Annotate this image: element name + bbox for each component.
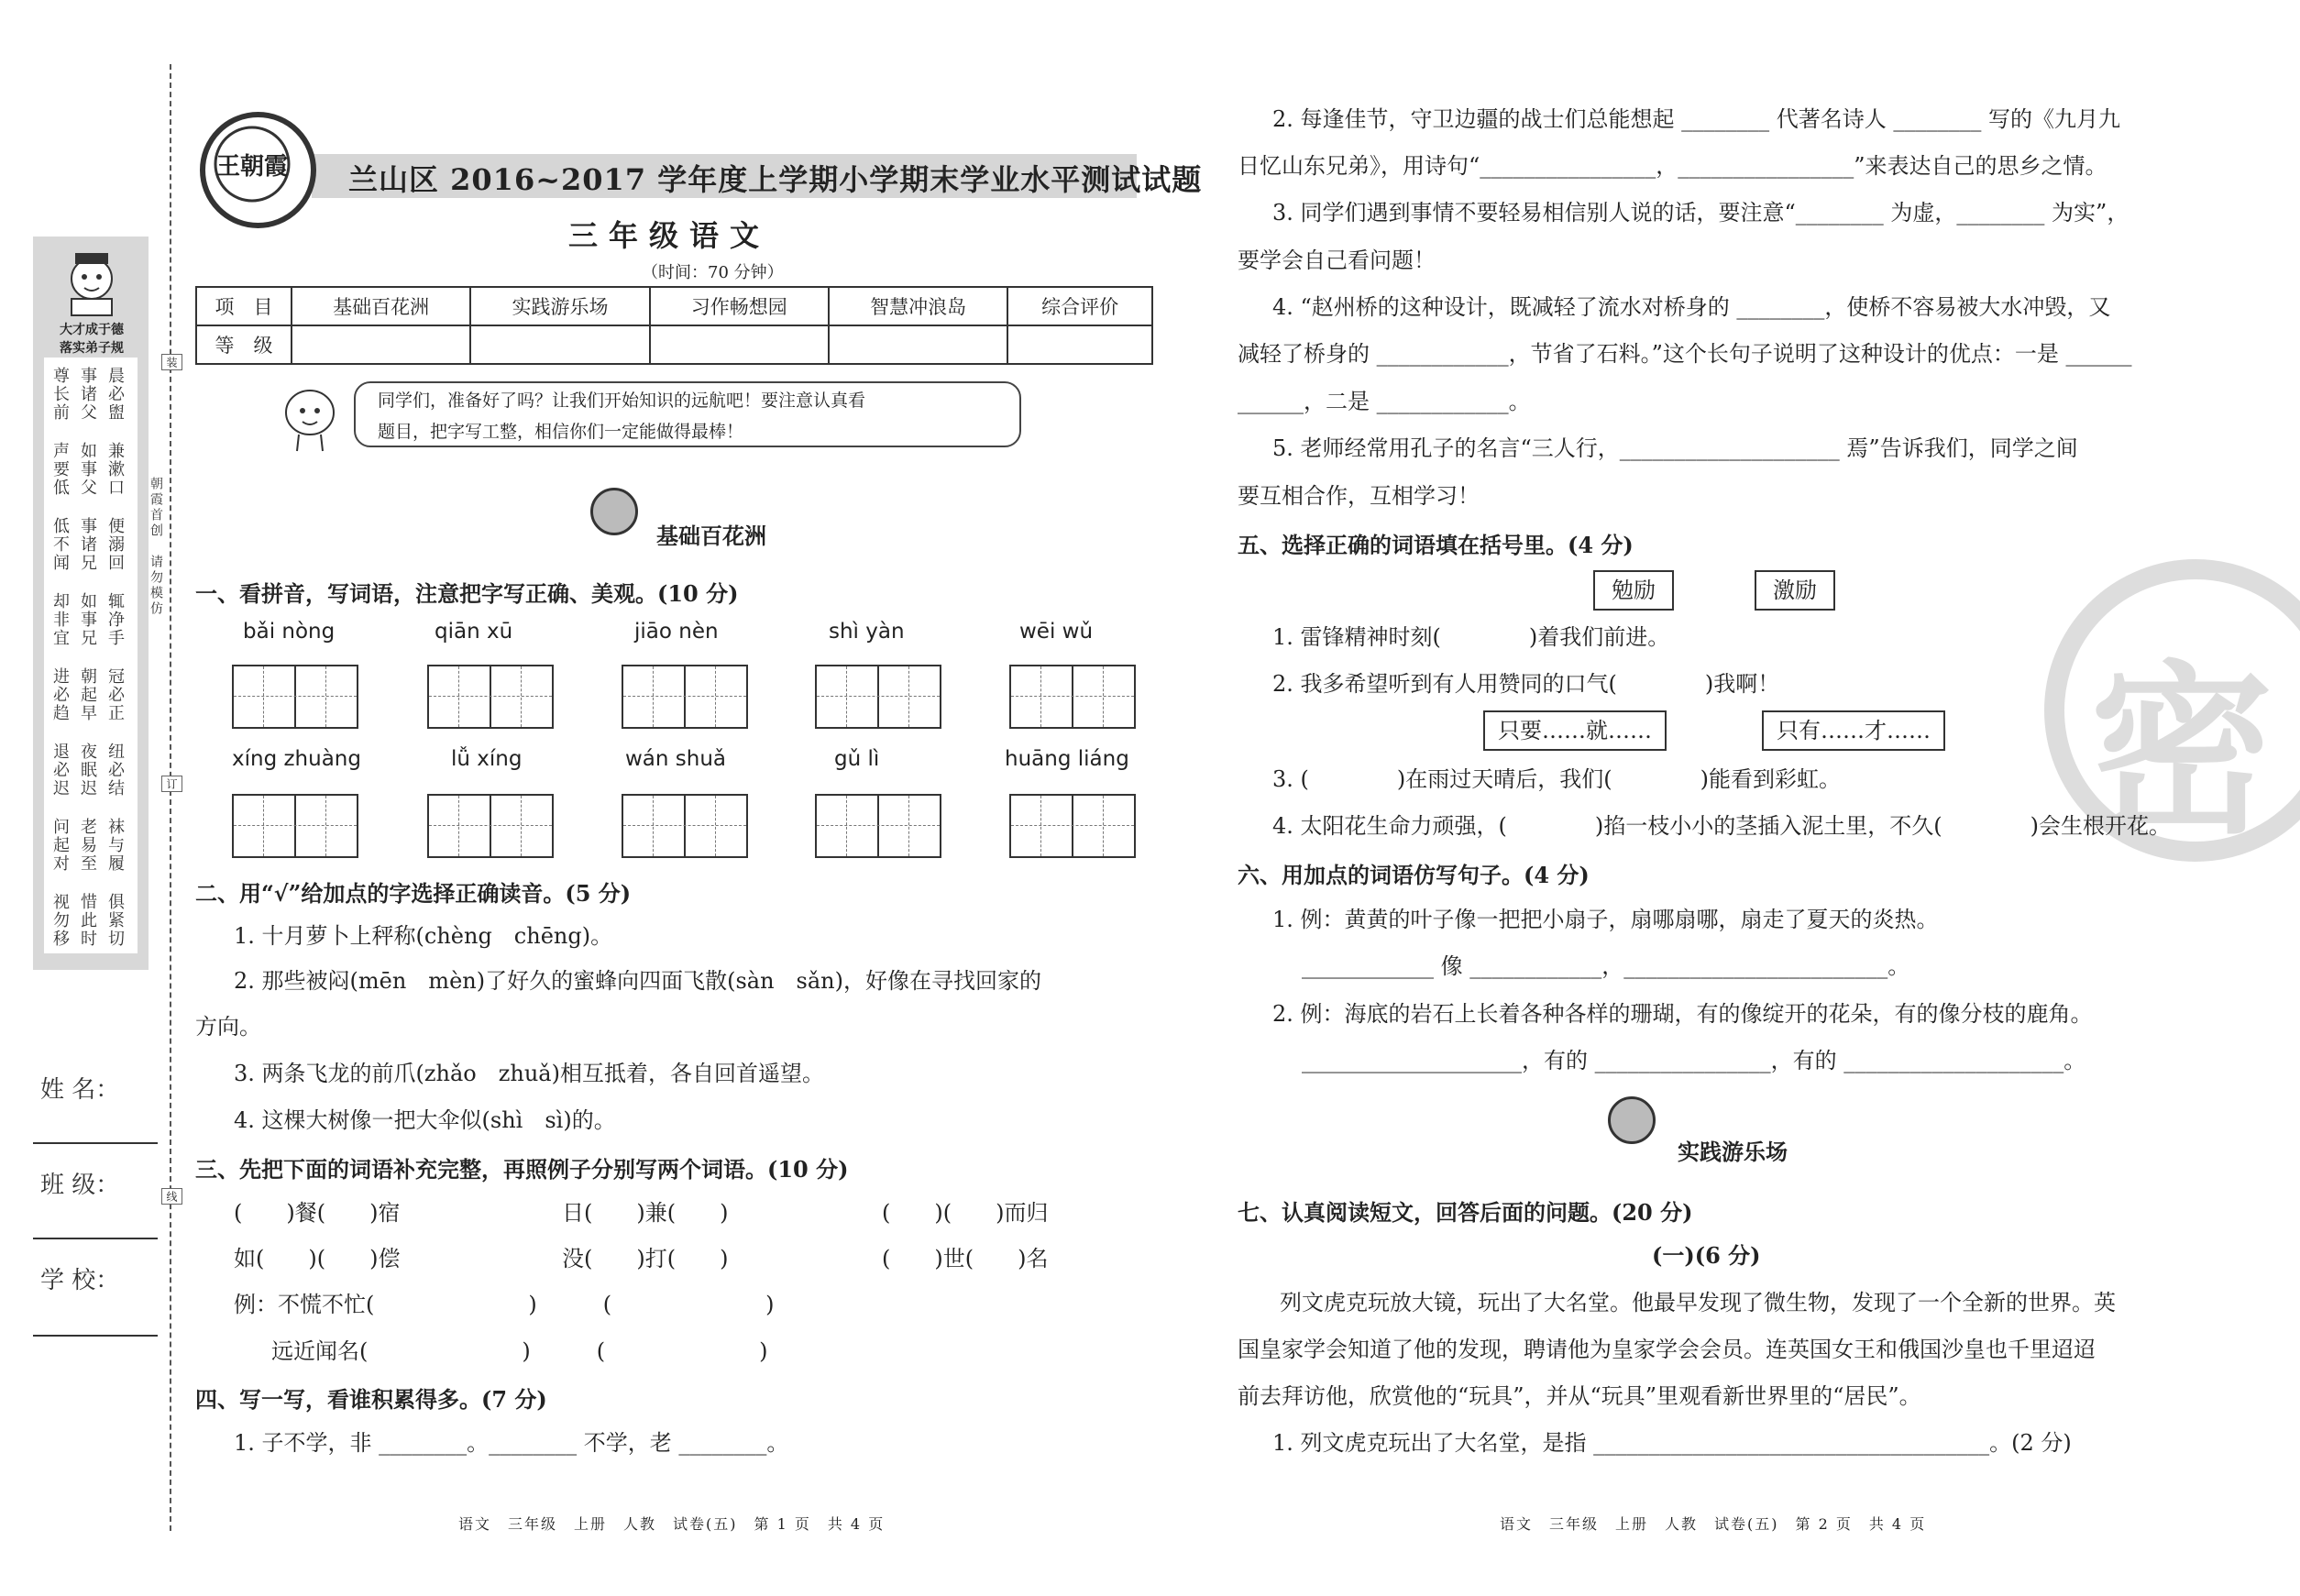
writing-grid[interactable] <box>1009 794 1136 858</box>
passage-line: 前去拜访他，欣赏他的“玩具”，并从“玩具”里观看新世界里的“居民”。 <box>1238 1383 1921 1409</box>
question-item[interactable]: 日忆山东兄弟》，用诗句“________________，________________”来表达自己的思乡之情。 <box>1238 153 2107 179</box>
grade-cell[interactable] <box>1007 325 1152 364</box>
passage-line: 列文虎克玩放大镜，玩出了大名堂。他最早发现了微生物，发现了一个全新的世界。英 <box>1280 1290 2116 1315</box>
word-option-box: 只有……才…… <box>1762 710 1945 751</box>
question-item: 2. 例：海底的岩石上长着各种各样的珊瑚，有的像绽开的花朵，有的像分枝的鹿角。 <box>1272 1001 2093 1027</box>
score-header-cell: 综合评价 <box>1007 287 1152 325</box>
motto-col: 兼漱口 <box>105 442 125 497</box>
pinyin-label: jiāo nèn <box>634 620 719 644</box>
question-2-title: 二、用“√”给加点的字选择正确读音。(5 分) <box>195 880 632 907</box>
pinyin-label: xíng zhuàng <box>232 747 361 771</box>
motto-col: 尊长前 <box>50 367 70 422</box>
svg-text:王朝霞: 王朝霞 <box>215 153 289 181</box>
question-item[interactable]: 1. 列文虎克玩出了大名堂，是指 ____________________________________。(2 分) <box>1272 1430 2072 1456</box>
motto-col: 声要低 <box>50 442 70 497</box>
question-item[interactable]: 4. “赵州桥的这种设计，既减轻了流水对桥身的 ________，使桥不容易被大水冲毁，又 <box>1272 294 2111 320</box>
speech-bubble: 同学们，准备好了吗？让我们开始知识的远航吧！要注意认真看 题目，把字写工整，相信你们一定能做得最棒！ <box>354 381 1021 447</box>
exam-title: 兰山区 2016~2017 学年度上学期小学期末学业水平测试试题 <box>348 162 1203 197</box>
question-4-title: 四、写一写，看谁积累得多。(7 分) <box>195 1386 547 1413</box>
idiom-fill[interactable]: 没( )打( ) <box>562 1246 729 1271</box>
question-5-title: 五、选择正确的词语填在括号里。(4 分) <box>1238 532 1634 558</box>
subsection-title: (一)(6 分) <box>1652 1242 1761 1269</box>
idiom-fill[interactable]: ( )( )而归 <box>882 1200 1049 1226</box>
name-field[interactable] <box>33 1142 158 1144</box>
school-field[interactable] <box>33 1335 158 1337</box>
binding-tag: 订 <box>161 776 182 792</box>
binding-tag: 线 <box>161 1188 182 1205</box>
flower-icon <box>1608 1096 1656 1144</box>
class-field[interactable] <box>33 1238 158 1239</box>
motto-col: 如事父 <box>78 442 97 497</box>
score-header-cell: 实践游乐场 <box>470 287 649 325</box>
grade-cell[interactable] <box>650 325 829 364</box>
motto-col: 老易至 <box>78 818 97 873</box>
motto-col: 事诸兄 <box>78 517 97 572</box>
idiom-fill[interactable]: ( )餐( )宿 <box>234 1200 401 1226</box>
writing-grid[interactable] <box>622 665 748 729</box>
pinyin-label: qiān xū <box>435 620 513 644</box>
idiom-fill[interactable]: 如( )( )偿 <box>234 1246 401 1271</box>
motto-col: 袜与履 <box>105 818 125 873</box>
question-item[interactable]: 4. 太阳花生命力顽强，( )掐一枝小小的茎插入泥土里，不久( )会生根开花。 <box>1272 813 2171 839</box>
motto-col: 退必迟 <box>50 743 70 798</box>
word-option-box: 勉励 <box>1593 570 1674 611</box>
question-item: 要学会自己看问题！ <box>1238 248 1436 273</box>
score-header-cell: 智慧冲浪岛 <box>829 287 1007 325</box>
idiom-example[interactable]: 例：不慌不忙( ) ( ) <box>234 1292 775 1317</box>
motto-col: 夜眠迟 <box>78 743 97 798</box>
writing-grid[interactable] <box>427 794 554 858</box>
pinyin-label: bǎi nòng <box>243 620 336 644</box>
section-title: 基础百花洲 <box>656 523 766 549</box>
section-title: 实践游乐场 <box>1678 1139 1788 1165</box>
motto-col: 晨必盥 <box>105 367 125 422</box>
motto-col: 冠必正 <box>105 667 125 722</box>
grade-cell[interactable] <box>292 325 470 364</box>
idiom-fill[interactable]: ( )世( )名 <box>882 1246 1049 1271</box>
question-7-title: 七、认真阅读短文，回答后面的问题。(20 分) <box>1238 1199 1693 1226</box>
motto-col: 视勿移 <box>50 893 70 948</box>
writing-grid[interactable] <box>622 794 748 858</box>
question-item[interactable]: 减轻了桥身的 ____________，节省了石料。”这个长句子说明了这种设计的优点：一是 ______ <box>1238 341 2132 367</box>
grade-label-cell: 等 级 <box>196 325 292 364</box>
confidential-stamp-text: 密 <box>2090 644 2274 859</box>
motto-col: 便溺回 <box>105 517 125 572</box>
motto-columns <box>50 367 134 953</box>
cartoon-boy-icon <box>55 246 128 317</box>
writing-grid[interactable] <box>232 665 358 729</box>
motto-col: 纽必结 <box>105 743 125 798</box>
question-item[interactable]: 3. ( )在雨过天晴后，我们( )能看到彩虹。 <box>1272 766 1841 792</box>
writing-grid[interactable] <box>815 794 941 858</box>
page-footer: 语文 三年级 上册 人教 试卷(五) 第 1 页 共 4 页 <box>458 1515 886 1533</box>
answer-line[interactable]: ____________________，有的 ________________，有的 ____________________。 <box>1302 1048 2086 1073</box>
motto-heading: 大才成于德 落实弟子规 <box>60 323 124 356</box>
question-item[interactable]: ______，二是 ____________。 <box>1238 389 1531 414</box>
question-3-title: 三、先把下面的词语补充完整，再照例子分别写两个词语。(10 分) <box>195 1156 849 1183</box>
page-footer: 语文 三年级 上册 人教 试卷(五) 第 2 页 共 4 页 <box>1500 1515 1927 1533</box>
motto-col: 进必趋 <box>50 667 70 722</box>
answer-line[interactable]: ____________ 像 ____________，________________________。 <box>1302 953 1910 979</box>
motto-col: 惜此时 <box>78 893 97 948</box>
motto-col: 如事兄 <box>78 592 97 647</box>
idiom-example[interactable]: 远近闻名( ) ( ) <box>271 1338 768 1364</box>
binding-tag: 装 <box>161 354 182 370</box>
question-item[interactable]: 2. 我多希望听到有人用赞同的口气( )我啊！ <box>1272 671 1780 697</box>
question-1-title: 一、看拼音，写词语，注意把字写正确、美观。(10 分) <box>195 580 739 607</box>
pinyin-label: huāng liáng <box>1005 747 1129 771</box>
question-item: 方向。 <box>195 1014 261 1040</box>
passage-line: 国皇家学会知道了他的发现，聘请他为皇家学会会员。连英国女王和俄国沙皇也千里迢迢 <box>1238 1337 2096 1362</box>
pinyin-label: lǚ xíng <box>451 747 523 771</box>
motto-col: 却非宜 <box>50 592 70 647</box>
question-item[interactable]: 1. 子不学，非 ________。________ 不学，老 ________。 <box>234 1430 789 1456</box>
motto-col: 辄净手 <box>105 592 125 647</box>
idiom-fill[interactable]: 日( )兼( ) <box>562 1200 729 1226</box>
question-item: 4. 这棵大树像一把大伞似(shì sì)的。 <box>234 1107 616 1133</box>
school-label: 学 校： <box>40 1267 120 1294</box>
binding-dashed-line <box>170 64 171 1531</box>
subject-title: 三年级语文 <box>568 218 771 253</box>
grade-cell[interactable] <box>829 325 1007 364</box>
question-item[interactable]: 3. 同学们遇到事情不要轻易相信别人说的话，要注意“________ 为虚，________ 为实”， <box>1272 200 2129 226</box>
name-label: 姓 名： <box>40 1076 120 1104</box>
question-item[interactable]: 2. 每逢佳节，守卫边疆的战士们总能想起 ________ 代著名诗人 ________ 写的《九月九 <box>1272 106 2121 132</box>
exam-time: （时间：70 分钟） <box>642 263 784 282</box>
writing-grid[interactable] <box>427 665 554 729</box>
brand-logo <box>200 112 316 228</box>
score-header-cell: 项 目 <box>196 287 292 325</box>
word-option-box: 只要……就…… <box>1483 710 1667 751</box>
score-header-cell: 基础百花洲 <box>292 287 470 325</box>
question-item: 1. 十月萝卜上秤称(chèng chēng)。 <box>234 923 613 949</box>
grade-cell[interactable] <box>470 325 649 364</box>
motto-col: 俱紧切 <box>105 893 125 948</box>
question-item: 要互相合作，互相学习！ <box>1238 483 1480 509</box>
pinyin-label: wán shuǎ <box>625 747 727 771</box>
pinyin-label: gǔ lì <box>834 747 880 771</box>
question-item: 2. 那些被闷(mēn mèn)了好久的蜜蜂向四面飞散(sàn sǎn)，好像在寻找回家的 <box>234 968 1041 994</box>
cartoon-sheep-icon <box>271 378 348 455</box>
question-item: 3. 两条飞龙的前爪(zhǎo zhuǎ)相互抵着，各自回首遥望。 <box>234 1061 824 1086</box>
writing-grid[interactable] <box>1009 665 1136 729</box>
question-item: 1. 例：黄黄的叶子像一把把小扇子，扇哪扇哪，扇走了夏天的炎热。 <box>1272 907 1939 932</box>
question-item[interactable]: 5. 老师经常用孔子的名言“三人行，____________________ 焉”告诉我们，同学之间 <box>1272 435 2078 461</box>
question-6-title: 六、用加点的词语仿写句子。(4 分) <box>1238 862 1590 888</box>
motto-col: 低不闻 <box>50 517 70 572</box>
pinyin-label: wēi wǔ <box>1019 620 1094 644</box>
writing-grid[interactable] <box>815 665 941 729</box>
score-table <box>195 286 1153 365</box>
pinyin-label: shì yàn <box>829 620 905 644</box>
motto-col: 问起对 <box>50 818 70 873</box>
question-item[interactable]: 1. 雷锋精神时刻( )着我们前进。 <box>1272 624 1670 650</box>
flower-icon <box>590 488 638 535</box>
score-header-cell: 习作畅想园 <box>650 287 829 325</box>
motto-col: 朝起早 <box>78 667 97 722</box>
writing-grid[interactable] <box>232 794 358 858</box>
word-option-box: 激励 <box>1755 570 1835 611</box>
motto-col: 事诸父 <box>78 367 97 422</box>
class-label: 班 级： <box>40 1172 120 1199</box>
copyright-note: 朝霞首创 请勿模仿 <box>149 477 163 617</box>
